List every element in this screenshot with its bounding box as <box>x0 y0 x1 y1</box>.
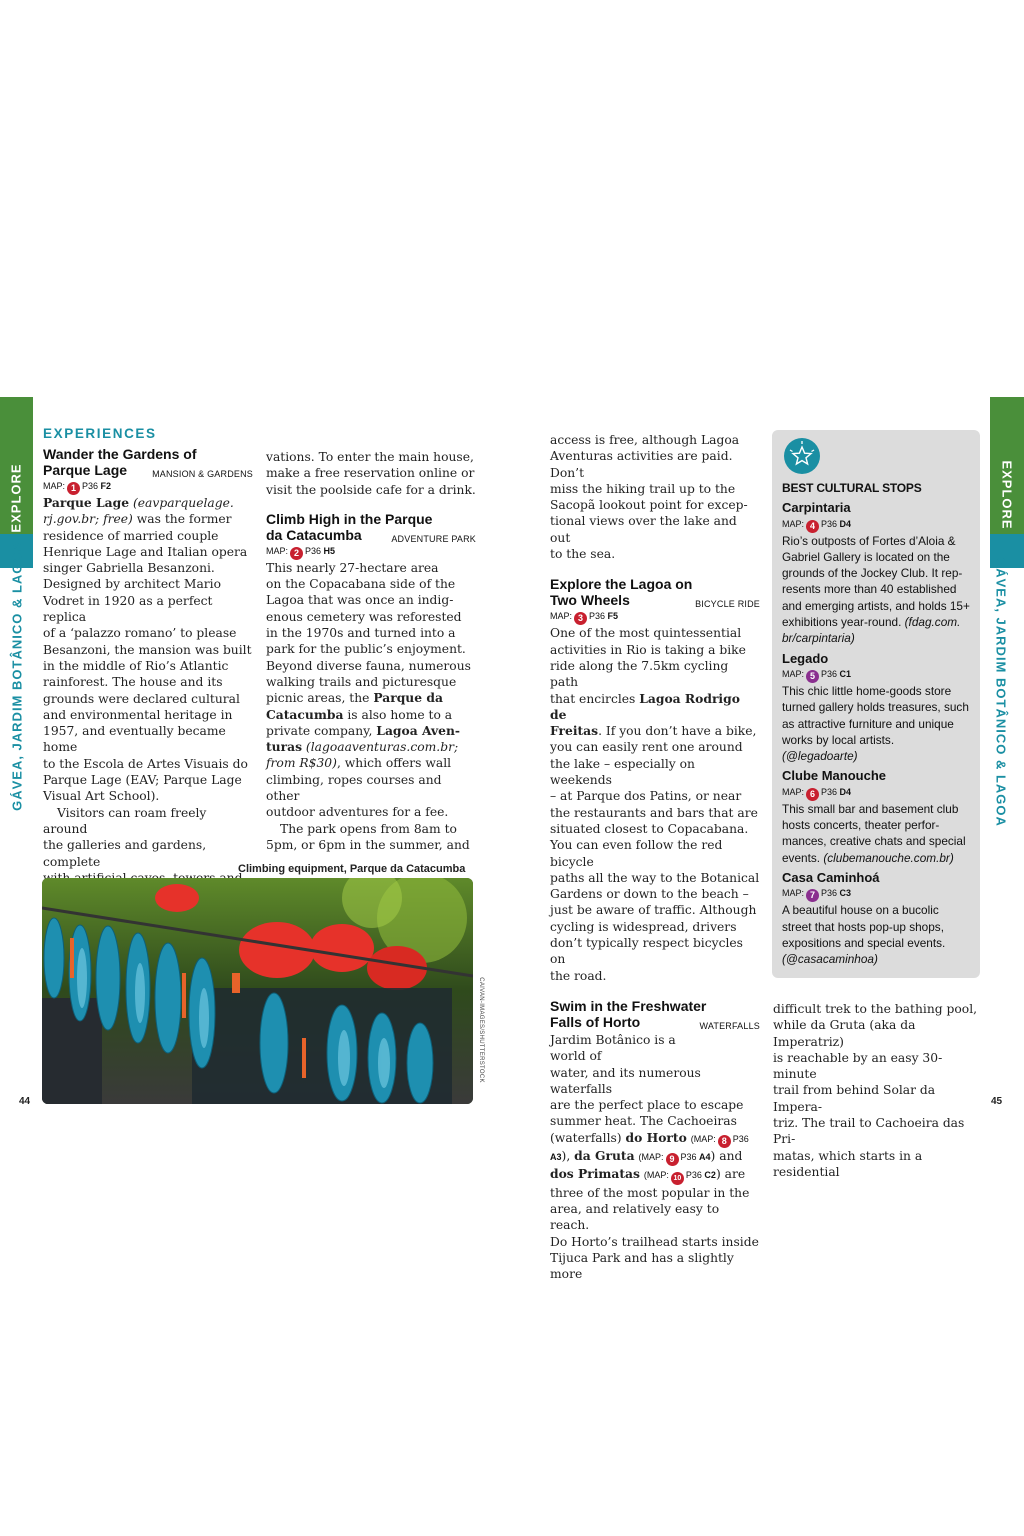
entry-title-catacumba: Climb High in the Parque da Catacumba ADVENTURE PARK <box>266 511 476 543</box>
map-pin-icon: 6 <box>806 788 819 801</box>
map-pin-icon: 7 <box>806 889 819 902</box>
entry-kind: WATERFALLS <box>699 1020 760 1031</box>
map-pin-icon: 9 <box>666 1153 679 1166</box>
sidebar-item-name: Casa Caminhoá <box>782 869 880 885</box>
climbing-equipment-photo <box>42 878 473 1104</box>
map-pin-icon: 4 <box>806 520 819 533</box>
entry-title-horto: Swim in the Freshwater Falls of Horto WATERFALLS <box>550 998 760 1030</box>
sidebar-item-name: Carpintaria <box>782 500 851 516</box>
column-2: vations. To enter the main house, make a free reservation online or visit the poolside cafe for a drink. Climb High in the Parque da Catacumba ADVENTURE PARK MAP: 2 P36 H5 This nearly 27-hectare area on the Copacabana side of the Lagoa that was once an indig- enous cemetery was reforested in the 1970s and turned into a park for the public’s enjoyment. Beyond diverse fauna, numerous walking trails and picturesque picnic areas, the Parque da Catacumba is also home to a private company, Lagoa Aven- turas (lagoaaventuras.com.br; from R$30), which offers wall climbing, ropes courses and other outdoor adventures for a fee. The park opens from 8am to 5pm, or 6pm in the summer, and <box>266 450 476 852</box>
map-pin-icon: 10 <box>671 1172 684 1185</box>
entry-kind: MANSION & GARDENS <box>152 469 253 479</box>
map-pin-icon: 8 <box>718 1135 731 1148</box>
sidebar-item-name: Clube Manouche <box>782 768 887 784</box>
map-ref: MAP: 5 P36 C1 <box>782 668 852 681</box>
entry-title-parque-lage: Wander the Gardens of Parque Lage MANSION & GARDENS <box>43 446 253 478</box>
entry-kind: BICYCLE RIDE <box>695 599 760 610</box>
map-pin-icon: 2 <box>290 547 303 560</box>
star-badge-icon <box>784 438 820 474</box>
map-ref: MAP: 6 P36 D4 <box>782 786 852 799</box>
map-ref: MAP: 2 P36 H5 <box>266 545 336 558</box>
area-label-left: GÁVEA, JARDIM BOTÂNICO & LAGOA <box>9 541 25 811</box>
area-label-right: GÁVEA, JARDIM BOTÂNICO & LAGOA <box>993 557 1009 827</box>
sidebar-item-name: Legado <box>782 650 829 666</box>
section-heading: EXPERIENCES <box>43 426 157 441</box>
column-4: difficult trek to the bathing pool, while da Gruta (aka da Imperatriz) is reachable by an easy 30-minute trail from behind Solar da Impera- triz. The trail to Cachoeira das Pri- matas, which starts in a residential <box>773 1002 978 1179</box>
sidebar-title: BEST CULTURAL STOPS <box>782 481 922 495</box>
explore-label-left: EXPLORE <box>8 463 24 533</box>
column-1: Wander the Gardens of Parque Lage MANSION & GARDENS MAP: 1 P36 F2 Parque Lage (eavparquelage. rj.gov.br; free) was the former residence of married couple Henrique Lage and Italian opera singer Gabriella Besanzoni. Designed by architect Mario Vodret in 1920 as a perfect replica of a ‘palazzo romano’ to please Besanzoni, the mansion was built in the middle of Rio’s Atlantic rainforest. The house and its grounds were declared cultural and environmental heritage in 1957, and eventually became home to the Escola de Artes Visuais do Parque Lage (EAV; Parque Lage Visual Art School). Visitors can roam freely around the galleries and gardens, complete <box>43 446 253 869</box>
map-pin-icon: 3 <box>574 612 587 625</box>
explore-label-right: EXPLORE <box>999 460 1015 530</box>
map-pin-icon: 5 <box>806 670 819 683</box>
photo-caption: Climbing equipment, Parque da Catacumba <box>238 863 466 875</box>
map-ref: MAP: 3 P36 F5 <box>550 611 619 624</box>
entry-title-lagoa-bike: Explore the Lagoa on Two Wheels BICYCLE RIDE <box>550 576 760 608</box>
page-number-right: 45 <box>991 1096 1003 1107</box>
column-3: access is free, although Lagoa Aventuras activities are paid. Don’t miss the hiking trail up to the Sacopã lookout point for excep- tional views over the lake and out to the sea. Explore the Lagoa on Two Wheels BICYCLE RIDE MAP: 3 P36 F5 One of the most quintessential activities in Rio is taking a bike ride along the 7.5km cycling path that encircles Lagoa Rodrigo de Freitas. If you don’t have a bike, you can easily rent one around the lake – especially on weekends – at Parque dos Patins, or near the restaurants and bars that are situated closest to Copacabana. You can even follow the red bicycle paths all the way to the Botanical Gardens or down to the beach – just be aware of traffic. Although cycling is widespread, drivers don’t typically respect bicycles on the road. Swim in the Freshwater Falls of Horto WATERFALLS Jardim Botânico is a world of water, and its numerous waterfalls are the perfect place to escape summer heat. The Cachoeiras (waterfalls) do Horto (MAP: 8 P36 A3), da Gruta (MAP: 9 P36 A4) and dos Primatas (MAP: 10 P36 C2) are three of the most popular in the area, and relatively easy to reach. Do Horto’s trailhead starts inside Tijuca Park and has a slightly more <box>550 433 760 1282</box>
map-ref: MAP: 4 P36 D4 <box>782 518 852 531</box>
map-pin-icon: 1 <box>67 482 80 495</box>
page-number-left: 44 <box>19 1096 31 1107</box>
photo-credit: CAIVAN-IMAGES/SHUTTERSTOCK <box>478 977 484 1083</box>
map-ref: MAP: 1 P36 F2 <box>43 481 112 493</box>
map-ref: MAP: 7 P36 C3 <box>782 888 852 901</box>
climbing-gear-illustration <box>42 878 473 1104</box>
best-cultural-stops-box: BEST CULTURAL STOPS Carpintaria MAP: 4 P36 D4 Rio’s outposts of Fortes d’Aloia & Gabriel Gallery is located on the grounds of the Jockey Club. It rep- resents more than 40 established and emerging artists, and holds 15+ exhibitions year-round. (fdag.com. br/carpintaria) Legado MAP: 5 P36 C1 This chic little home-goods store turned gallery holds treasures, such as attractive furniture and unique works by local artists. (@legadoarte) Clube Manouche MAP: 6 P36 D4 This small bar and basement club hosts concerts, theater perfor- mances, creative chats and special events. (clubemanouche.com.br) Casa Caminhoá MAP: 7 P36 C3 A beautiful house on a bucolic street that hosts pop-up shops, expositions and special events. (@casacaminhoa) <box>772 430 980 978</box>
entry-kind: ADVENTURE PARK <box>391 533 476 544</box>
